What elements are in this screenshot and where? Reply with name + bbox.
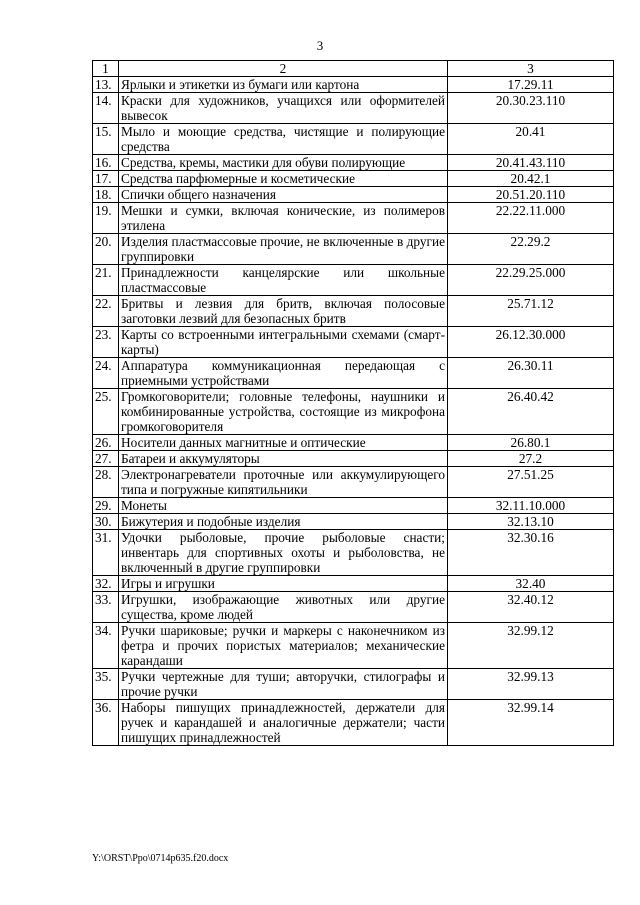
row-okpd-code: 25.71.12 [448, 296, 614, 327]
table-row [93, 389, 614, 435]
row-item-name: Спички общего назначения [119, 187, 448, 203]
row-item-name: Аппаратура коммуникационная передающая с приемными устройствами [119, 358, 448, 389]
table-row [93, 498, 614, 514]
row-item-name: Громкоговорители; головные телефоны, наушники и комбинированные устройства, состоящие из микрофона громкоговорителя [119, 389, 448, 435]
row-item-name: Игры и игрушки [119, 576, 448, 592]
row-okpd-code: 17.29.11 [448, 77, 614, 93]
row-okpd-code: 32.40 [448, 576, 614, 592]
table-row [93, 358, 614, 389]
row-okpd-code: 32.40.12 [448, 592, 614, 623]
table-row [93, 514, 614, 530]
row-okpd-code: 32.99.12 [448, 623, 614, 669]
row-item-name: Бижутерия и подобные изделия [119, 514, 448, 530]
table-row [93, 124, 614, 155]
row-number: 31. [93, 530, 119, 576]
row-item-name: Средства парфюмерные и косметические [119, 171, 448, 187]
row-item-name: Принадлежности канцелярские или школьные пластмассовые [119, 265, 448, 296]
table-header-row [93, 61, 614, 77]
row-item-name: Средства, кремы, мастики для обуви полирующие [119, 155, 448, 171]
row-item-name: Игрушки, изображающие животных или другие существа, кроме людей [119, 592, 448, 623]
row-item-name: Ручки чертежные для туши; авторучки, стилографы и прочие ручки [119, 669, 448, 700]
row-number: 30. [93, 514, 119, 530]
table-row [93, 435, 614, 451]
table-row [93, 234, 614, 265]
row-okpd-code: 26.40.42 [448, 389, 614, 435]
row-item-name: Мешки и сумки, включая конические, из полимеров этилена [119, 203, 448, 234]
row-item-name: Карты со встроенными интегральными схемами (смарт-карты) [119, 327, 448, 358]
page-number: 3 [316, 38, 324, 53]
table-row [93, 155, 614, 171]
row-item-name: Изделия пластмассовые прочие, не включенные в другие группировки [119, 234, 448, 265]
table-row [93, 203, 614, 234]
table-row [93, 265, 614, 296]
row-okpd-code: 26.12.30.000 [448, 327, 614, 358]
row-okpd-code: 27.51.25 [448, 467, 614, 498]
row-okpd-code: 22.22.11.000 [448, 203, 614, 234]
table-row [93, 669, 614, 700]
row-item-name: Носители данных магнитные и оптические [119, 435, 448, 451]
row-number: 36. [93, 700, 119, 746]
row-okpd-code: 32.11.10.000 [448, 498, 614, 514]
row-number: 20. [93, 234, 119, 265]
table-row [93, 296, 614, 327]
row-number: 26. [93, 435, 119, 451]
row-number: 13. [93, 77, 119, 93]
row-okpd-code: 32.13.10 [448, 514, 614, 530]
table-row [93, 451, 614, 467]
row-item-name: Монеты [119, 498, 448, 514]
row-okpd-code: 26.30.11 [448, 358, 614, 389]
table-row [93, 700, 614, 746]
row-okpd-code: 20.41 [448, 124, 614, 155]
table-row [93, 530, 614, 576]
row-okpd-code: 32.99.14 [448, 700, 614, 746]
table-row [93, 327, 614, 358]
row-number: 28. [93, 467, 119, 498]
row-number: 27. [93, 451, 119, 467]
header-col-1: 1 [93, 61, 119, 77]
table-row [93, 187, 614, 203]
row-number: 25. [93, 389, 119, 435]
row-item-name: Батареи и аккумуляторы [119, 451, 448, 467]
table-row [93, 467, 614, 498]
row-number: 24. [93, 358, 119, 389]
row-number: 34. [93, 623, 119, 669]
row-number: 17. [93, 171, 119, 187]
table-row [93, 592, 614, 623]
row-item-name: Наборы пишущих принадлежностей, держатели для ручек и карандашей и аналогичные держатели; части пишущих принадлежностей [119, 700, 448, 746]
row-item-name: Удочки рыболовые, прочие рыболовые снасти; инвентарь для спортивных охоты и рыболовства, не включенный в другие группировки [119, 530, 448, 576]
row-item-name: Ручки шариковые; ручки и маркеры с наконечником из фетра и прочих пористых материалов; механические карандаши [119, 623, 448, 669]
header-col-3: 3 [448, 61, 614, 77]
row-okpd-code: 20.41.43.110 [448, 155, 614, 171]
row-number: 19. [93, 203, 119, 234]
row-item-name: Ярлыки и этикетки из бумаги или картона [119, 77, 448, 93]
row-number: 32. [93, 576, 119, 592]
row-number: 16. [93, 155, 119, 171]
row-number: 15. [93, 124, 119, 155]
row-item-name: Краски для художников, учащихся или оформителей вывесок [119, 93, 448, 124]
table-row [93, 576, 614, 592]
table-row [93, 171, 614, 187]
row-okpd-code: 32.30.16 [448, 530, 614, 576]
table-row [93, 93, 614, 124]
row-number: 29. [93, 498, 119, 514]
row-okpd-code: 20.51.20.110 [448, 187, 614, 203]
row-item-name: Электронагреватели проточные или аккумулирующего типа и погружные кипятильники [119, 467, 448, 498]
row-okpd-code: 22.29.25.000 [448, 265, 614, 296]
row-number: 18. [93, 187, 119, 203]
row-number: 35. [93, 669, 119, 700]
row-okpd-code: 20.42.1 [448, 171, 614, 187]
row-number: 33. [93, 592, 119, 623]
row-okpd-code: 20.30.23.110 [448, 93, 614, 124]
row-item-name: Мыло и моющие средства, чистящие и полирующие средства [119, 124, 448, 155]
goods-table [92, 60, 614, 746]
row-number: 21. [93, 265, 119, 296]
file-path-footer: Y:\ORST\Ppo\0714p635.f20.docx [92, 853, 229, 864]
table-row [93, 77, 614, 93]
row-item-name: Бритвы и лезвия для бритв, включая полосовые заготовки лезвий для безопасных бритв [119, 296, 448, 327]
header-col-2: 2 [119, 61, 448, 77]
row-number: 14. [93, 93, 119, 124]
row-okpd-code: 27.2 [448, 451, 614, 467]
row-number: 22. [93, 296, 119, 327]
row-okpd-code: 22.29.2 [448, 234, 614, 265]
table-row [93, 623, 614, 669]
row-okpd-code: 32.99.13 [448, 669, 614, 700]
row-number: 23. [93, 327, 119, 358]
row-okpd-code: 26.80.1 [448, 435, 614, 451]
